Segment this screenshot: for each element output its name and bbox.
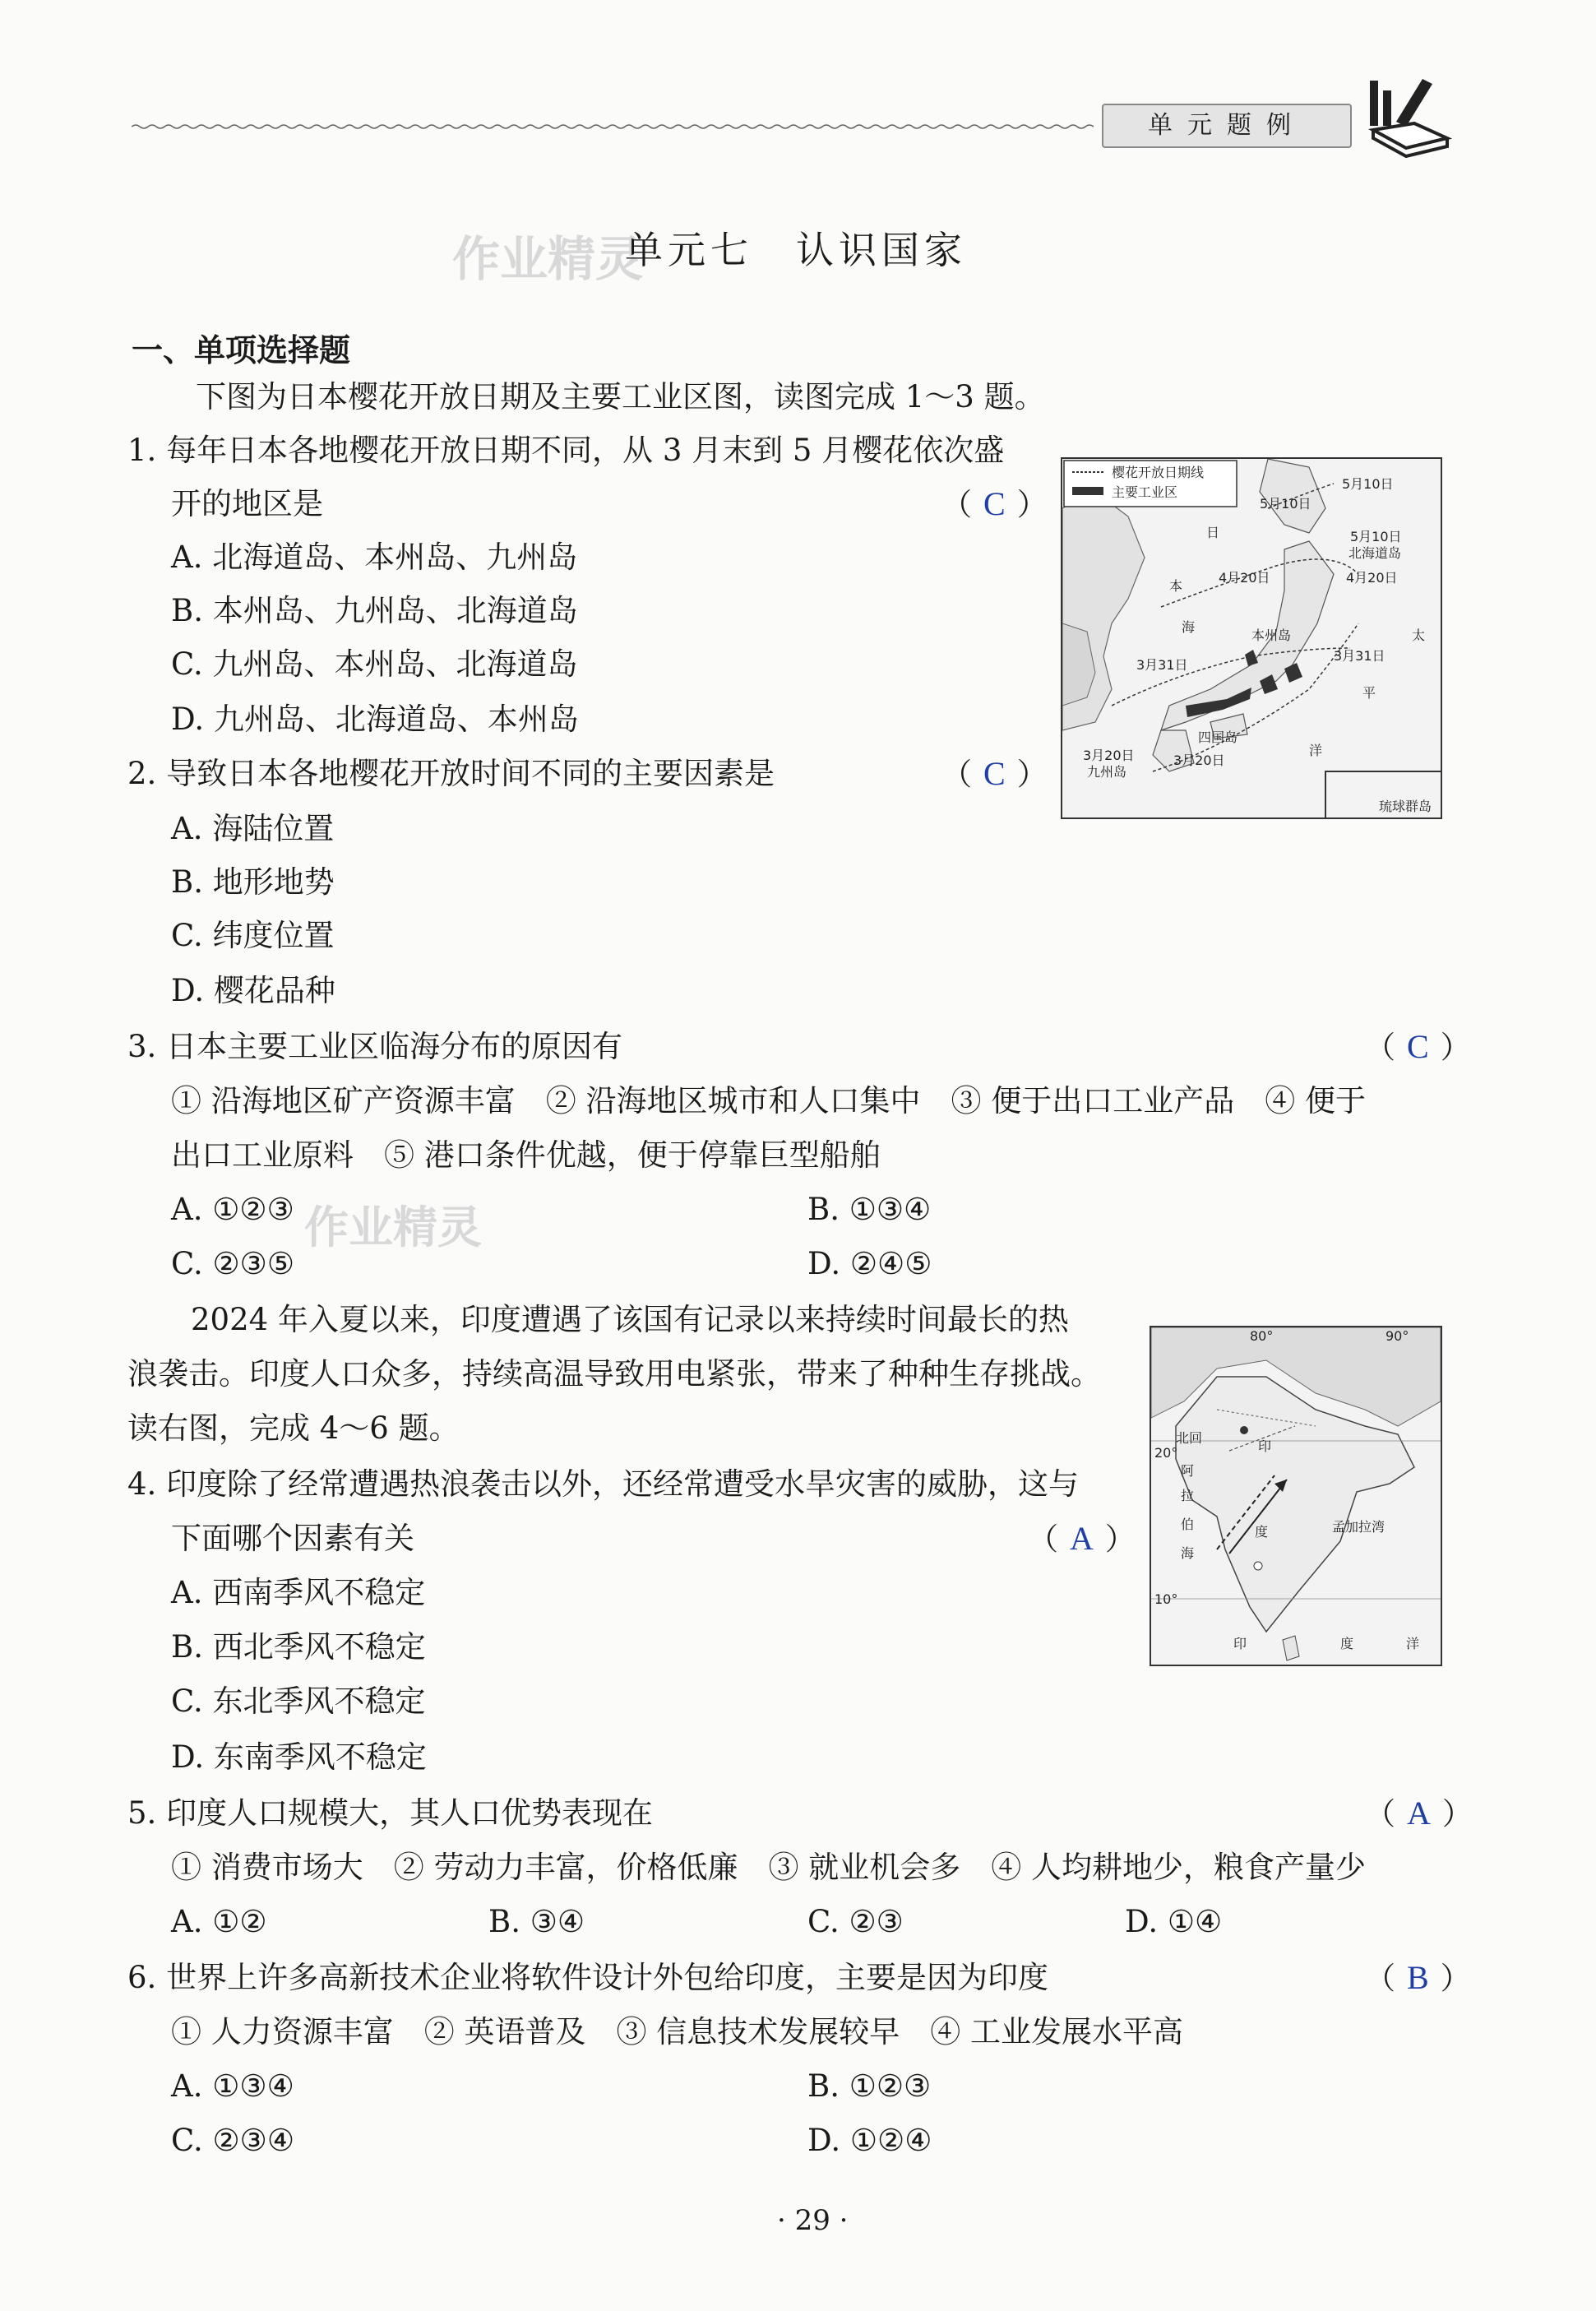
q1-option-b: B. 本州岛、九州岛、北海道岛 — [171, 593, 578, 628]
india-label: 海 — [1181, 1545, 1195, 1561]
japan-label: 洋 — [1309, 743, 1323, 758]
q5-statements: ① 消费市场大 ② 劳动力丰富，价格低廉 ③ 就业机会多 ④ 人均耕地少，粮食产量少 — [171, 1850, 1367, 1885]
japan-label: 3月31日 — [1136, 657, 1188, 673]
japan-label: 北海道岛 — [1349, 545, 1402, 561]
q5-option-b: B. ③④ — [488, 1904, 585, 1939]
india-label: 印 — [1258, 1438, 1272, 1454]
q2-answer: C — [983, 755, 1006, 792]
q3-answer-box: （ C ） — [1365, 1028, 1471, 1065]
india-label: 北回 — [1176, 1430, 1203, 1446]
japan-label: 4月20日 — [1219, 570, 1270, 586]
q2-option-a: A. 海陆位置 — [171, 811, 335, 846]
japan-label: 5月10日 — [1260, 496, 1311, 512]
watermark: 作业精灵 — [452, 231, 644, 287]
q3-stem: 3. 日本主要工业区临海分布的原因有 — [127, 1029, 623, 1064]
japan-label: 5月10日 — [1342, 476, 1394, 492]
india-label: 洋 — [1406, 1636, 1420, 1651]
q1-stem-line1: 1. 每年日本各地樱花开放日期不同，从 3 月末到 5 月樱花依次盛 — [127, 433, 1005, 468]
q5-answer-box: （ A ） — [1365, 1795, 1473, 1832]
japan-label: 九州岛 — [1087, 764, 1127, 780]
q3-answer: C — [1407, 1028, 1429, 1065]
japan-label: 平 — [1362, 685, 1376, 701]
intro-2-line2: 浪袭击。印度人口众多，持续高温导致用电紧张，带来了种种生存挑战。 — [127, 1356, 1101, 1392]
india-label: 印 — [1233, 1636, 1247, 1651]
q1-answer: C — [983, 485, 1006, 522]
intro-1: 下图为日本樱花开放日期及主要工业区图，读图完成 1～3 题。 — [196, 379, 1045, 414]
q2-stem: 2. 导致日本各地樱花开放时间不同的主要因素是 — [127, 756, 775, 791]
q1-option-a: A. 北海道岛、本州岛、九州岛 — [171, 540, 578, 575]
india-label: 孟加拉湾 — [1332, 1519, 1386, 1535]
q3-option-d: D. ②④⑤ — [807, 1246, 932, 1281]
q3-option-c: C. ②③⑤ — [171, 1246, 295, 1281]
japan-label: 本 — [1169, 578, 1183, 594]
q4-answer: A — [1070, 1520, 1094, 1557]
q1-option-d: D. 九州岛、北海道岛、本州岛 — [171, 702, 579, 737]
q4-option-c: C. 东北季风不稳定 — [171, 1683, 426, 1719]
india-label: 80° — [1250, 1328, 1274, 1344]
india-label: 度 — [1255, 1524, 1269, 1540]
japan-label: 日 — [1206, 525, 1220, 540]
q4-option-a: A. 西南季风不稳定 — [171, 1575, 426, 1610]
q6-stem: 6. 世界上许多高新技术企业将软件设计外包给印度，主要是因为印度 — [127, 1960, 1049, 1995]
q4-stem-line2: 下面哪个因素有关 — [171, 1521, 414, 1556]
book-icon — [1365, 72, 1455, 163]
japan-label: 四国岛 — [1198, 729, 1238, 745]
japan-map — [1061, 457, 1442, 819]
q6-option-a: A. ①③④ — [171, 2068, 294, 2104]
q5-option-c: C. ②③ — [807, 1904, 904, 1939]
japan-label: 5月10日 — [1350, 529, 1402, 544]
india-label: 度 — [1340, 1636, 1354, 1651]
q4-option-d: D. 东南季风不稳定 — [171, 1739, 427, 1775]
q3-statements-line1: ① 沿海地区矿产资源丰富 ② 沿海地区城市和人口集中 ③ 便于出口工业产品 ④ 便于 — [171, 1083, 1367, 1118]
japan-label: 太 — [1412, 628, 1426, 643]
page-title: 单元七 认识国家 — [625, 228, 967, 272]
q5-option-a: A. ①② — [171, 1904, 267, 1939]
q4-stem-line1: 4. 印度除了经常遭遇热浪袭击以外，还经常遭受水旱灾害的威胁，这与 — [127, 1466, 1080, 1502]
page-number: · 29 · — [777, 2204, 849, 2237]
q4-option-b: B. 西北季风不稳定 — [171, 1629, 426, 1665]
japan-label: 琉球群岛 — [1379, 799, 1432, 814]
india-label: 90° — [1386, 1328, 1409, 1344]
q6-option-c: C. ②③④ — [171, 2123, 295, 2158]
watermark: 作业精灵 — [304, 1202, 482, 1253]
intro-2-line1: 2024 年入夏以来，印度遭遇了该国有记录以来持续时间最长的热 — [191, 1302, 1069, 1337]
q6-option-b: B. ①②③ — [807, 2068, 932, 2104]
q5-option-d: D. ①④ — [1125, 1904, 1223, 1939]
q1-answer-box: （ C ） — [941, 485, 1048, 522]
q2-option-d: D. 樱花品种 — [171, 973, 335, 1008]
india-map — [1150, 1326, 1442, 1666]
intro-2-line3: 读右图，完成 4～6 题。 — [127, 1410, 460, 1446]
q5-stem: 5. 印度人口规模大，其人口优势表现在 — [127, 1795, 654, 1831]
india-label: 拉 — [1181, 1488, 1195, 1503]
q2-answer-box: （ C ） — [941, 755, 1048, 792]
japan-label: 本州岛 — [1251, 628, 1292, 643]
india-label: 10° — [1154, 1591, 1178, 1607]
section-heading: 一、单项选择题 — [132, 332, 351, 368]
q2-option-b: B. 地形地势 — [171, 864, 335, 900]
japan-legend-1: 樱花开放日期线 — [1112, 465, 1205, 480]
q6-statements: ① 人力资源丰富 ② 英语普及 ③ 信息技术发展较早 ④ 工业发展水平高 — [171, 2014, 1184, 2049]
q2-option-c: C. 纬度位置 — [171, 918, 335, 953]
header-tab: 单元题例 — [1102, 104, 1352, 148]
q1-option-c: C. 九州岛、本州岛、北海道岛 — [171, 646, 578, 682]
q6-option-d: D. ①②④ — [807, 2123, 932, 2158]
q3-statements-line2: 出口工业原料 ⑤ 港口条件优越，便于停靠巨型船舶 — [171, 1137, 881, 1173]
japan-label: 3月31日 — [1334, 648, 1386, 664]
q6-answer-box: （ B ） — [1365, 1959, 1471, 1996]
header-wavy-line — [132, 123, 1094, 130]
q5-answer: A — [1407, 1795, 1431, 1832]
japan-label: 3月20日 — [1083, 748, 1135, 763]
q1-stem-line2: 开的地区是 — [171, 486, 323, 521]
japan-legend-2: 主要工业区 — [1112, 484, 1178, 500]
q3-option-b: B. ①③④ — [807, 1192, 932, 1227]
q3-option-a: A. ①②③ — [171, 1192, 294, 1227]
q4-answer-box: （ A ） — [1028, 1520, 1136, 1557]
india-label: 伯 — [1181, 1517, 1195, 1532]
india-label: 阿 — [1181, 1463, 1195, 1479]
q6-answer: B — [1407, 1959, 1429, 1996]
japan-label: 3月20日 — [1173, 753, 1225, 768]
india-label: 20° — [1154, 1445, 1178, 1461]
japan-label: 4月20日 — [1346, 570, 1398, 586]
japan-label: 海 — [1182, 619, 1196, 635]
